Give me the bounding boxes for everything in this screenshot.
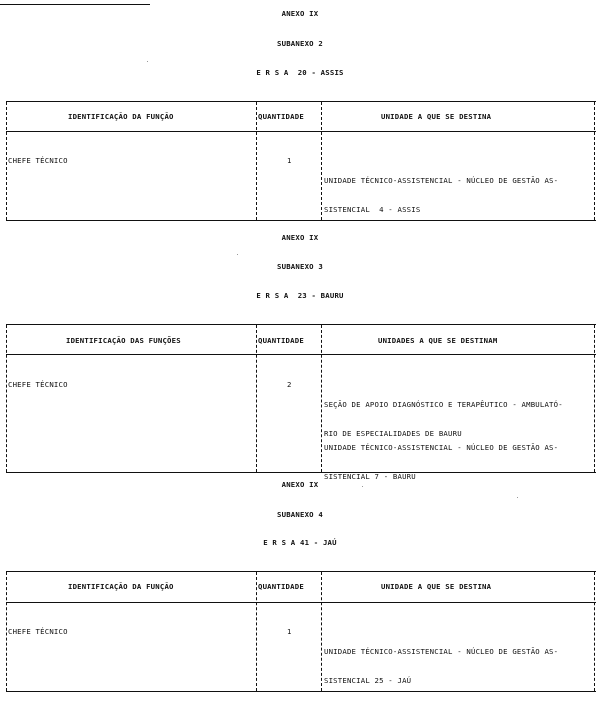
ersa-title-1: E R S A 20 - ASSIS	[256, 68, 344, 77]
cell-unidade-line: SISTENCIAL 4 - ASSIS	[324, 205, 421, 215]
cell-unidade-line: SISTENCIAL 25 - JAÚ	[324, 676, 412, 686]
header-unidade: UNIDADE A QUE SE DESTINA	[381, 112, 492, 121]
cell-quantidade: 2	[287, 380, 292, 389]
cell-quantidade: 1	[287, 156, 292, 165]
scan-speck	[237, 254, 238, 255]
annex-table-2	[6, 324, 596, 482]
table-header	[6, 572, 596, 603]
top-rule	[0, 4, 150, 5]
subannex-title-3: SUBANEXO 4	[277, 510, 323, 519]
annex-title-1: ANEXO IX	[281, 9, 319, 18]
header-unidade: UNIDADE A QUE SE DESTINA	[381, 582, 492, 591]
cell-unidade-line: UNIDADE TÉCNICO-ASSISTENCIAL - NÚCLEO DE GESTÃO AS-	[324, 646, 559, 656]
table-header	[6, 102, 596, 132]
cell-unidade	[324, 156, 558, 235]
cell-unidade-line: RIO DE ESPECIALIDADES DE BAURU	[324, 429, 462, 439]
cell-unidade-line: SEÇÃO DE APOIO DIAGNÓSTICO E TERAPÊUTICO - AMBULATÓ-	[324, 399, 563, 409]
ersa-title-2: E R S A 23 - BAURU	[256, 291, 344, 300]
subannex-title-1: SUBANEXO 2	[277, 39, 323, 48]
annex-table-1	[6, 101, 596, 221]
ersa-title-3: E R S A 41 - JAÚ	[263, 538, 337, 547]
cell-funcao: CHEFE TÉCNICO	[8, 627, 68, 636]
cell-unidade-line: SISTENCIAL 7 - BAURU	[324, 472, 416, 482]
annex-table-3	[6, 571, 596, 692]
cell-funcao: CHEFE TÉCNICO	[8, 380, 68, 389]
scan-speck	[147, 61, 148, 62]
cell-unidade-second	[324, 423, 558, 502]
header-identificacao: IDENTIFICAÇÃO DA FUNÇÃO	[68, 582, 174, 591]
cell-unidade-line: UNIDADE TÉCNICO-ASSISTENCIAL - NÚCLEO DE GESTÃO AS-	[324, 175, 559, 185]
annex-title-3: ANEXO IX	[281, 480, 319, 489]
header-quantidade: QUANTIDADE	[258, 112, 304, 121]
cell-quantidade: 1	[287, 627, 292, 636]
cell-unidade	[324, 627, 558, 706]
table-header	[6, 325, 596, 355]
subannex-title-2: SUBANEXO 3	[277, 262, 323, 271]
header-unidade: UNIDADES A QUE SE DESTINAM	[378, 336, 498, 345]
header-identificacao: IDENTIFICAÇÃO DAS FUNÇÕES	[66, 336, 181, 345]
header-quantidade: QUANTIDADE	[258, 336, 304, 345]
cell-unidade-line: UNIDADE TÉCNICO-ASSISTENCIAL - NÚCLEO DE GESTÃO AS-	[324, 442, 559, 452]
annex-title-2: ANEXO IX	[281, 233, 319, 242]
header-quantidade: QUANTIDADE	[258, 582, 304, 591]
scan-speck	[517, 497, 518, 498]
header-identificacao: IDENTIFICAÇÃO DA FUNÇÃO	[68, 112, 174, 121]
cell-funcao: CHEFE TÉCNICO	[8, 156, 68, 165]
scan-speck	[362, 486, 363, 487]
